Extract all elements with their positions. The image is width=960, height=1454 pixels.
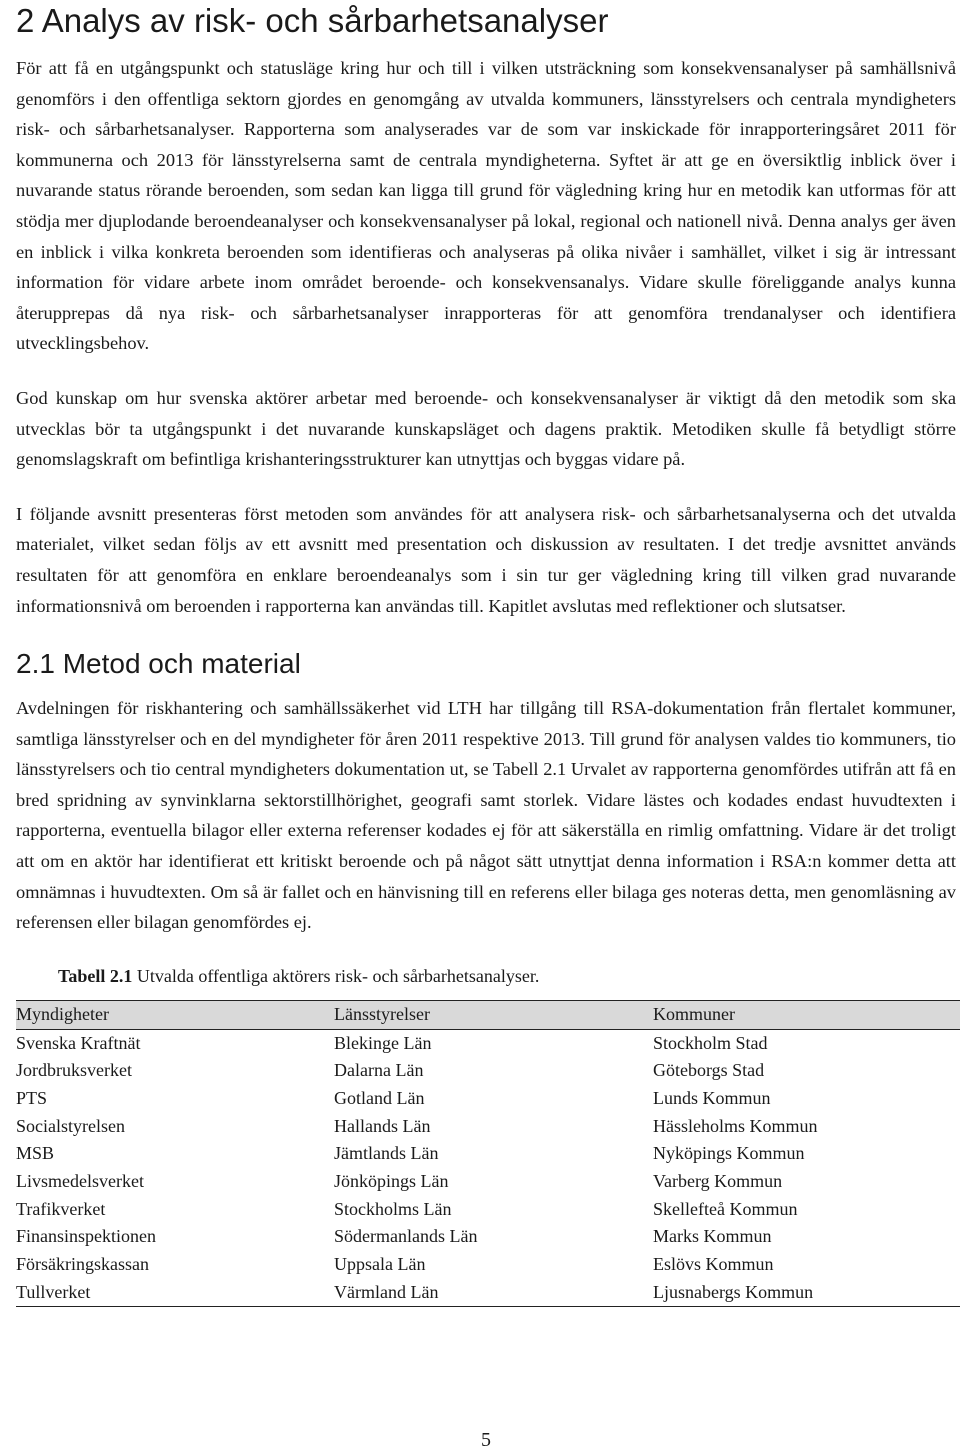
table-cell: Nyköpings Kommun bbox=[653, 1143, 805, 1164]
actors-table bbox=[16, 1000, 960, 1308]
table-cell: Jordbruksverket bbox=[16, 1060, 132, 1081]
table-cell: Stockholm Stad bbox=[653, 1032, 768, 1053]
table-cell: Eslövs Kommun bbox=[653, 1254, 774, 1275]
table-cell: PTS bbox=[16, 1087, 48, 1108]
table-cell: Lunds Kommun bbox=[653, 1087, 771, 1108]
table-cell: Svenska Kraftnät bbox=[16, 1032, 141, 1053]
table-cell: Södermanlands Län bbox=[334, 1226, 478, 1247]
section-heading: 2 Analys av risk- och sårbarhetsanalyser bbox=[16, 2, 609, 39]
table-row bbox=[16, 1279, 960, 1307]
table-row bbox=[16, 1196, 960, 1224]
table-cell: Uppsala Län bbox=[334, 1254, 426, 1275]
subsection-heading: 2.1 Metod och material bbox=[16, 648, 301, 680]
table-row bbox=[16, 1223, 960, 1251]
table-cell: Varberg Kommun bbox=[653, 1170, 783, 1191]
section-paragraph-2: God kunskap om hur svenska aktörer arbetar med beroende- och konsekvensanalyser är viktigt då den metodik som ska utvecklas bör ta utgångspunkt i det nuvarande kunskapsläget och dagens praktik. Metodiken skulle få betydligt större genomslagskraft om befintliga krishanteringsstrukturer kan utnyttjas och byggas vidare på. bbox=[16, 387, 956, 470]
header-lansstyrelser: Länsstyrelser bbox=[334, 1000, 653, 1029]
table-cell: Hässleholms Kommun bbox=[653, 1115, 818, 1136]
table-cell: Jämtlands Län bbox=[334, 1143, 439, 1164]
table-row bbox=[16, 1251, 960, 1279]
section-paragraph-3: I följande avsnitt presenteras först metoden som användes för att analysera risk- och sårbarhetsanalyserna och det utvalda materialet, vilket sedan följs av ett avsnitt med presentation och diskussion av resultaten. I det tredje avsnittet används resultaten för att genomföra en enklare beroendeanalys som i sin tur ger vägledning kring till vilken grad nuvarande informationsnivå om beroenden i rapporterna kan användas till. Kapitlet avslutas med reflektioner och slutsatser. bbox=[16, 503, 956, 616]
table-cell: Försäkringskassan bbox=[16, 1254, 149, 1275]
table-caption-text: Utvalda offentliga aktörers risk- och sårbarhetsanalyser. bbox=[136, 965, 540, 986]
table-cell: Stockholms Län bbox=[334, 1198, 452, 1219]
table-cell: Livsmedelsverket bbox=[16, 1170, 144, 1191]
table-cell: Marks Kommun bbox=[653, 1226, 772, 1247]
table-row bbox=[16, 1085, 960, 1113]
table-cell: Göteborgs Stad bbox=[653, 1060, 765, 1081]
table-row bbox=[16, 1168, 960, 1196]
table-caption bbox=[58, 964, 956, 988]
table-row bbox=[16, 1057, 960, 1085]
table-cell: Blekinge Län bbox=[334, 1032, 432, 1053]
table-cell: Tullverket bbox=[16, 1279, 334, 1307]
section-paragraph-1: För att få en utgångspunkt och statusläge kring hur och till i vilken utsträckning som konsekvensanalyser på samhällsnivå genomförs i den offentliga sektorn gjordes en genomgång av utvalda kommuners, länsstyrelsers och centrala myndigheters risk- och sårbarhetsanalyser. Rapporterna som analyserades var de som var inskickade för inrapporteringsåret 2011 för kommunerna och 2013 för länsstyrelserna samt de centrala myndigheterna. Syftet är att ge en översiktlig inblick över i nuvarande status rörande beroenden, som sedan kan ligga till grund för vägledning kring hur en metodik kan utformas för att stödja mer djuplodande beroendeanalyser och konsekvensanalyser på lokal, regional och nationell nivå. Denna analys ger även en inblick i vilka konkreta beroenden som identifieras och analyseras på olika nivåer i samhället, vilket i sig är intressant information för vidare arbete inom området beroende- och konsekvensanalys. Vidare skulle föreliggande analys kunna återupprepas då nya risk- och sårbarhetsanalyser inrapporteras för att genomföra trendanalyser och identifiera utvecklingsbehov. bbox=[16, 58, 956, 354]
table-cell: Skellefteå Kommun bbox=[653, 1198, 798, 1219]
table-row bbox=[16, 1029, 960, 1057]
table-row bbox=[16, 1113, 960, 1141]
table-cell: Dalarna Län bbox=[334, 1060, 424, 1081]
table-row bbox=[16, 1140, 960, 1168]
document-page bbox=[16, 0, 956, 1307]
table-cell: Hallands Län bbox=[334, 1115, 431, 1136]
table-caption-label: Tabell 2.1 bbox=[58, 965, 133, 986]
page-number: 5 bbox=[481, 1429, 491, 1451]
table-cell: Gotland Län bbox=[334, 1087, 425, 1108]
header-kommuner: Kommuner bbox=[653, 1000, 960, 1029]
table-cell: Finansinspektionen bbox=[16, 1226, 156, 1247]
table-header-row bbox=[16, 1000, 960, 1029]
table-cell: Värmland Län bbox=[334, 1279, 653, 1307]
table-cell: Socialstyrelsen bbox=[16, 1115, 125, 1136]
table-cell: Trafikverket bbox=[16, 1198, 106, 1219]
table-cell: Jönköpings Län bbox=[334, 1170, 449, 1191]
subsection-paragraph: Avdelningen för riskhantering och samhällssäkerhet vid LTH har tillgång till RSA-dokumentation från flertalet kommuner, samtliga länsstyrelser och en del myndigheter för åren 2011 respektive 2013. Till grund för analysen valdes tio kommuners, tio länsstyrelsers och tio central myndigheters dokumentation ut, se Tabell 2.1 Urvalet av rapporterna genomfördes utifrån att få en bred spridning av synvinklarna sektorstillhörighet, geografi samt storlek. Vidare lästes och kodades endast huvudtexten i rapporterna, eventuella bilagor eller externa referenser kodades ej för att säkerställa en rimlig omfattning. Vidare är det troligt att om en aktör har identifierat ett kritiskt beroende och på något sätt utnyttjat denna information i RSA:n kommer detta att omnämnas i huvudtexten. Om så är fallet och en hänvisning till en referens eller bilaga ges noteras detta, men genomläsning av referensen eller bilagan genomfördes ej. bbox=[16, 698, 956, 933]
table-cell: MSB bbox=[16, 1143, 55, 1164]
table-cell: Ljusnabergs Kommun bbox=[653, 1279, 960, 1307]
header-myndigheter: Myndigheter bbox=[16, 1000, 334, 1029]
